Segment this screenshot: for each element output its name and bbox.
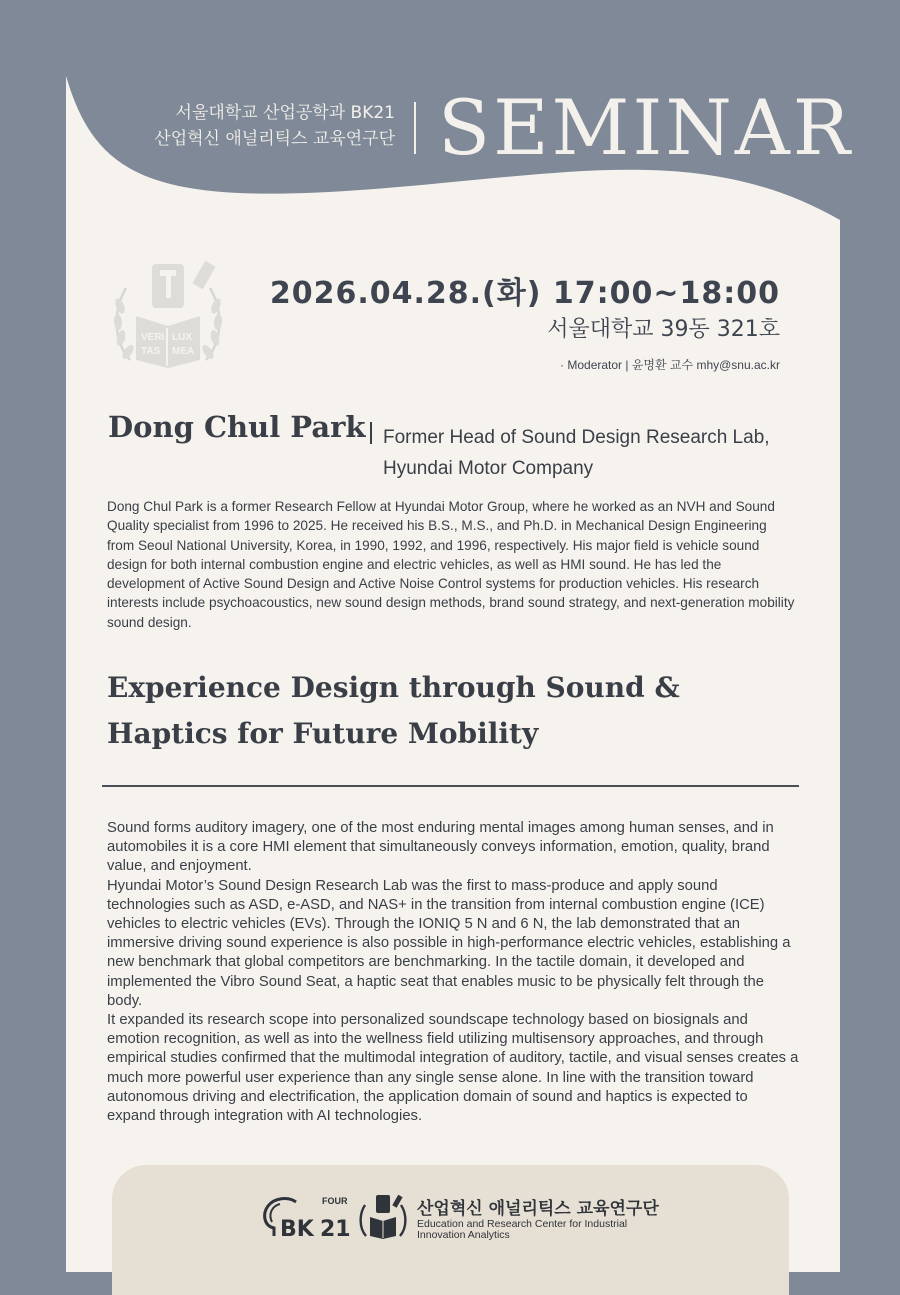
event-datetime: 2026.04.28.(화) 17:00~18:00	[269, 276, 780, 311]
footer-org-english-line-2: Innovation Analytics	[417, 1229, 510, 1241]
talk-title-line-1: Experience Design through Sound &	[107, 671, 680, 704]
snu-emblem-icon	[108, 256, 228, 376]
affiliation-line-1: Former Head of Sound Design Research Lab,	[383, 427, 770, 448]
emblem-text-tas: TAS	[141, 346, 161, 357]
event-location: 서울대학교 39동 321호	[547, 317, 780, 342]
header-line-1: 서울대학교 산업공학과 BK21	[175, 103, 395, 123]
abstract-paragraph: It expanded its research scope into personalized soundscape technology based on biosignals and emotion recognition, as well as into the wellness field utilizing multisensory approaches, and through empirical studies confirmed that the multimodal integration of auditory, tactile, and visual senses creates a much more powerful user experience than any single sense alone. In line with the transition toward autonomous driving and electrification, the application domain of sound and haptics is expected to expand through integration with AI technologies.	[107, 1012, 799, 1125]
footer-org-korean: 산업혁신 애널리틱스 교육연구단	[417, 1199, 659, 1219]
footer-org-english-line-1: Education and Research Center for Industrial	[417, 1218, 628, 1230]
talk-abstract	[107, 819, 799, 1126]
footer-snu-emblem-icon	[358, 1192, 408, 1242]
header-org-text	[135, 100, 395, 152]
footer-org-english	[417, 1219, 657, 1241]
bk21-num-text: 21	[320, 1217, 351, 1240]
speaker-affiliation	[383, 422, 770, 484]
talk-title	[107, 665, 747, 757]
bk21-bk-text: BK	[280, 1217, 314, 1240]
abstract-paragraph: Sound forms auditory imagery, one of the most enduring mental images among human senses, and in automobiles it is a core HMI element that simultaneously conveys information, emotion, quality, brand value, and enjoyment.	[107, 820, 774, 875]
affiliation-line-2: Hyundai Motor Company	[383, 458, 594, 479]
abstract-paragraph: Hyundai Motor’s Sound Design Research Lab was the first to mass-produce and apply sound technologies such as ASD, e-ASD, and NAS+ in the transition from internal combustion engine (ICE) vehicles to electric vehicles (EVs). Through the IONIQ 5 N and 6 N, the lab demonstrated that an immersive driving sound experience is also possible in high-performance electric vehicles, establishing a new benchmark that global competitors are benchmarking. In the tactile domain, it developed and implemented the Vibro Sound Seat, a haptic seat that enables music to be physically felt through the body.	[107, 877, 791, 1009]
speaker-divider	[370, 422, 372, 444]
speaker-name: Dong Chul Park	[108, 410, 366, 444]
bk21-four-text: FOUR	[322, 1196, 348, 1206]
talk-title-line-2: Haptics for Future Mobility	[107, 717, 539, 750]
moderator-info: · Moderator | 윤명환 교수 mhy@snu.ac.kr	[560, 358, 780, 372]
emblem-text-veri: VERI	[141, 332, 165, 343]
section-rule	[102, 785, 799, 787]
bk21-logo	[260, 1192, 356, 1240]
seminar-title: SEMINAR	[438, 83, 853, 172]
speaker-bio: Dong Chul Park is a former Research Fellow at Hyundai Motor Group, where he worked as an NVH and Sound Quality specialist from 1996 to 2025. He received his B.S., M.S., and Ph.D. in Mechanical Design Engineering from Seoul National University, Korea, in 1990, 1992, and 1996, respectively. His major field is vehicle sound design for both internal combustion engine and electric vehicles, as well as HMI sound. He has led the development of Active Sound Design and Active Noise Control systems for production vehicles. His research interests include psychoacoustics, new sound design methods, brand sound strategy, and next-generation mobility sound design.	[107, 499, 795, 630]
emblem-text-lux: LUX	[172, 332, 192, 343]
emblem-text-mea: MEA	[172, 346, 195, 357]
header-line-2: 산업혁신 애널리틱스 교육연구단	[154, 129, 395, 149]
header-divider	[414, 102, 416, 154]
